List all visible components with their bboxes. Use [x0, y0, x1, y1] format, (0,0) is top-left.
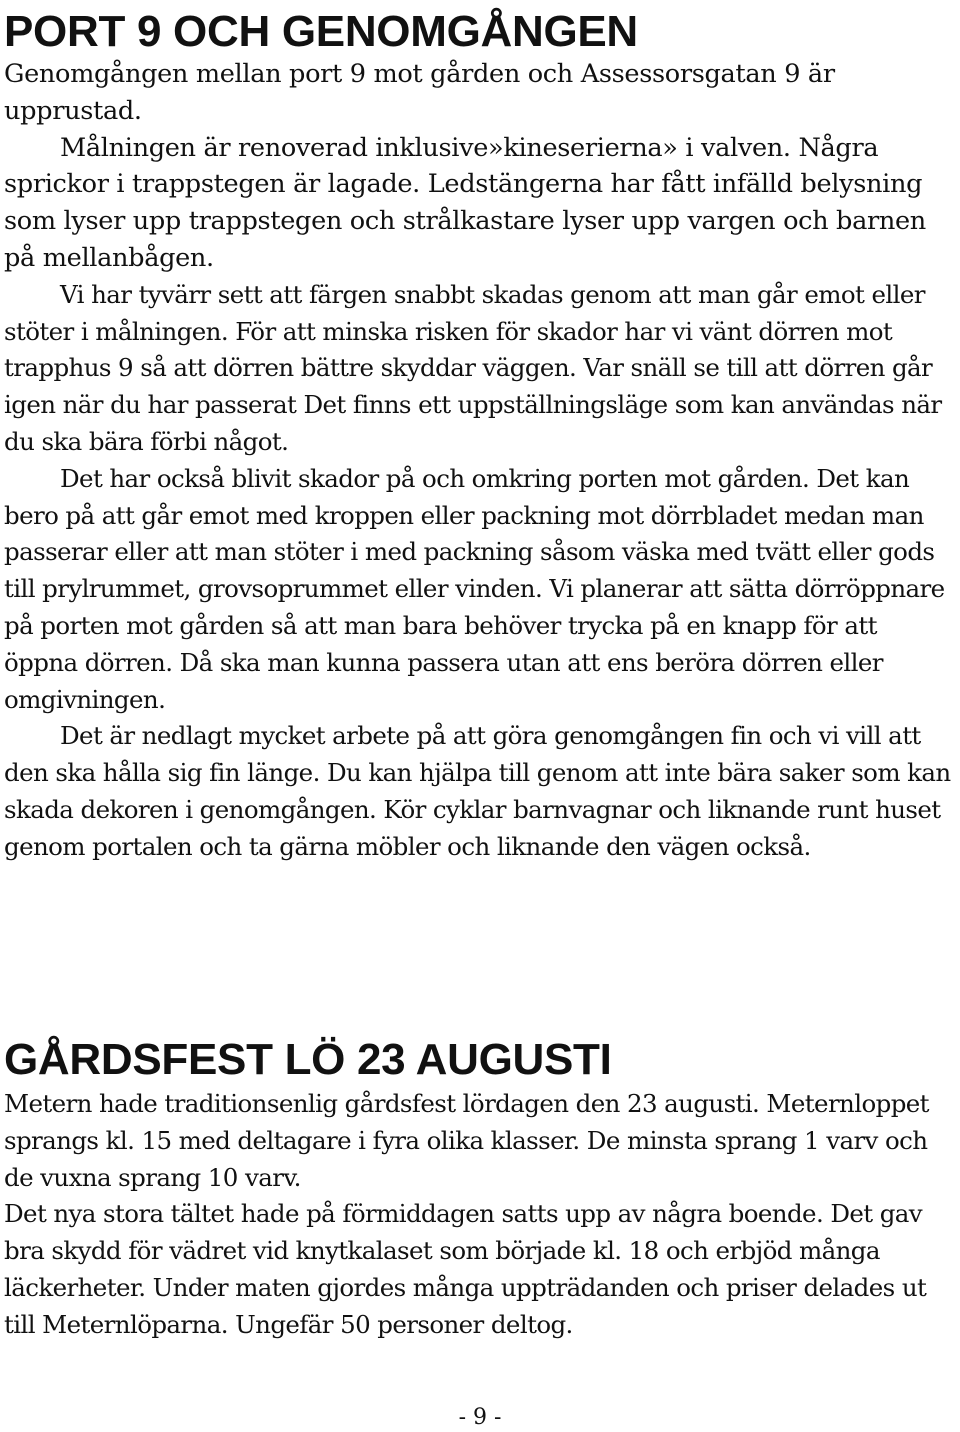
paragraph: Målningen är renoverad inklusive»kineserierna» i valven. Några sprickor i trappstegen är lagade. Ledstängerna har fått infälld belysning som lyser upp trappstegen och strålkastare lyser upp vargen och barnen på mellanbågen. — [4, 132, 926, 273]
section-heading-gardsfest: GÅRDSFEST LÖ 23 AUGUSTI — [4, 1035, 612, 1084]
paragraph: Genomgången mellan port 9 mot gården och Assessorsgatan 9 är upprustad. — [4, 59, 835, 126]
section-body-port-9 — [4, 56, 956, 866]
paragraph: Det har också blivit skador på och omkring porten mot gården. Det kan bero på att går emot med kroppen eller packning mot dörrbladet medan man passerar eller att man stöter i med packning såsom väska med tvätt eller gods till prylrummet, grovsoprummet eller vinden. Vi planerar att sätta dörröppnare på porten mot gården så att man bara behöver trycka på en knapp för att öppna dörren. Då ska man kunna passera utan att ens beröra dörren eller omgivningen. — [4, 463, 945, 714]
section-body-gardsfest — [4, 1086, 956, 1344]
paragraph: Det är nedlagt mycket arbete på att göra genomgången fin och vi vill att den ska hålla sig fin länge. Du kan hjälpa till genom att inte bära saker som kan skada dekoren i genomgången. Kör cyklar barnvagnar och liknande runt huset genom portalen och ta gärna möbler och liknande den vägen också. — [4, 721, 951, 861]
paragraph: Det nya stora tältet hade på förmiddagen satts upp av några boende. Det gav bra skydd för vädret vid knytkalaset som började kl. 18 och erbjöd många läckerheter. Under maten gjordes många uppträdanden och priser delades ut till Meternlöparna. Ungefär 50 personer deltog. — [4, 1199, 927, 1339]
paragraph: Metern hade traditionsenlig gårdsfest lördagen den 23 augusti. Meternloppet sprangs kl. 15 med deltagare i fyra olika klasser. De minsta sprang 1 varv och de vuxna sprang 10 varv. — [4, 1089, 929, 1192]
section-heading-port-9: PORT 9 OCH GENOMGÅNGEN — [4, 7, 638, 56]
paragraph: Vi har tyvärr sett att färgen snabbt skadas genom att man går emot eller stöter i målningen. För att minska risken för skador har vi vänt dörren mot trapphus 9 så att dörren bättre skyddar väggen. Var snäll se till att dörren går igen när du har passerat Det finns ett uppställningsläge som kan användas när du ska bära förbi något. — [4, 279, 942, 456]
page-number: - 9 - — [458, 1405, 502, 1430]
